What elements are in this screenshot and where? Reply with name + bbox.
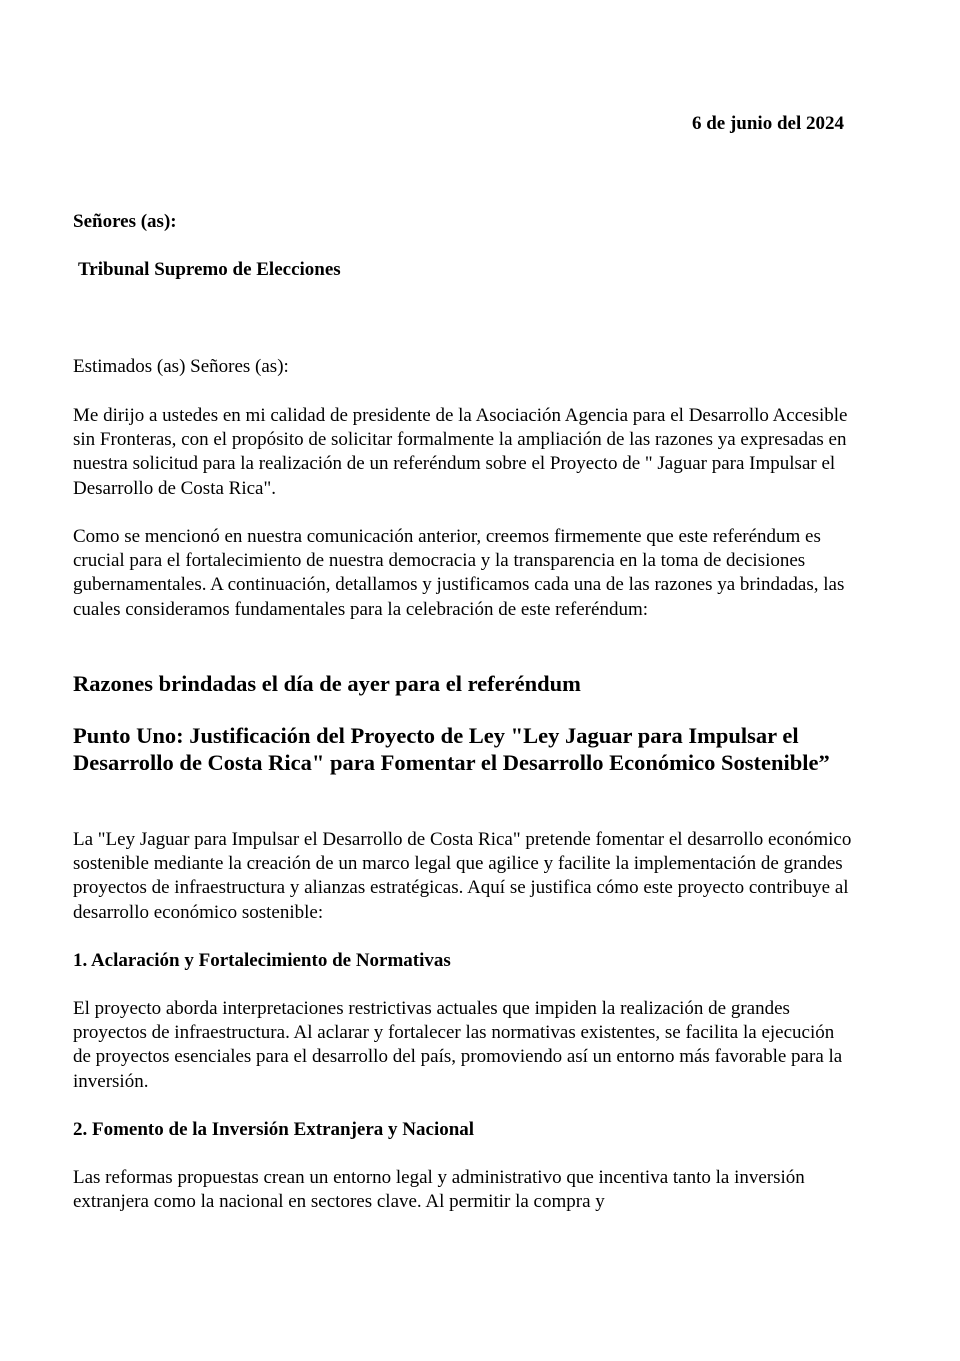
letter-date: 6 de junio del 2024 (691, 113, 844, 134)
subheading-investment: 2. Fomento de la Inversión Extranjera y Nacional (73, 1119, 475, 1140)
paragraph-context: Como se mencionó en nuestra comunicación anterior, creemos firmemente que este referéndum es crucial para el fortalecimiento de nuestra democracia y la transparencia en la toma de decisiones gubernamentales. A continuación, detallamos y justificamos cada una de las razones ya brindadas, las cuales consideramos fundamentales para la celebración de este referéndum: (73, 526, 845, 620)
recipient-name: Tribunal Supremo de Elecciones (78, 259, 341, 280)
paragraph-introduction: Me dirijo a ustedes en mi calidad de presidente de la Asociación Agencia para el Desarrollo Accesible sin Fronteras, con el propósito de solicitar formalmente la ampliación de las razones ya expresadas en nuestra solicitud para la realización de un referéndum sobre el Proyecto de " Jaguar para Impulsar el Desarrollo de Costa Rica". (73, 405, 848, 499)
salutation-label: Señores (as): (73, 211, 177, 232)
paragraph-regulations: El proyecto aborda interpretaciones restrictivas actuales que impiden la realización de grandes proyectos de infraestructura. Al aclarar y fortalecer las normativas existentes, se facilita la ejecución de proyectos esenciales para el desarrollo del país, promoviendo así un entorno más favorable para la inversión. (73, 998, 843, 1092)
heading-point-one: Punto Uno: Justificación del Proyecto de Ley "Ley Jaguar para Impulsar el Desarrollo de Costa Rica" para Fomentar el Desarrollo Económico Sostenible” (73, 723, 830, 775)
paragraph-law-purpose: La "Ley Jaguar para Impulsar el Desarrollo de Costa Rica" pretende fomentar el desarrollo económico sostenible mediante la creación de un marco legal que agilice y facilite la implementación de grandes proyectos de infraestructura y alianzas estratégicas. Aquí se justifica cómo este proyecto contribuye al desarrollo económico sostenible: (73, 829, 852, 923)
greeting: Estimados (as) Señores (as): (73, 356, 289, 377)
paragraph-investment: Las reformas propuestas crean un entorno legal y administrativo que incentiva tanto la inversión extranjera como la nacional en sectores clave. Al permitir la compra y (73, 1167, 805, 1213)
subheading-regulations: 1. Aclaración y Fortalecimiento de Normativas (73, 950, 451, 971)
heading-reasons: Razones brindadas el día de ayer para el referéndum (73, 671, 581, 696)
